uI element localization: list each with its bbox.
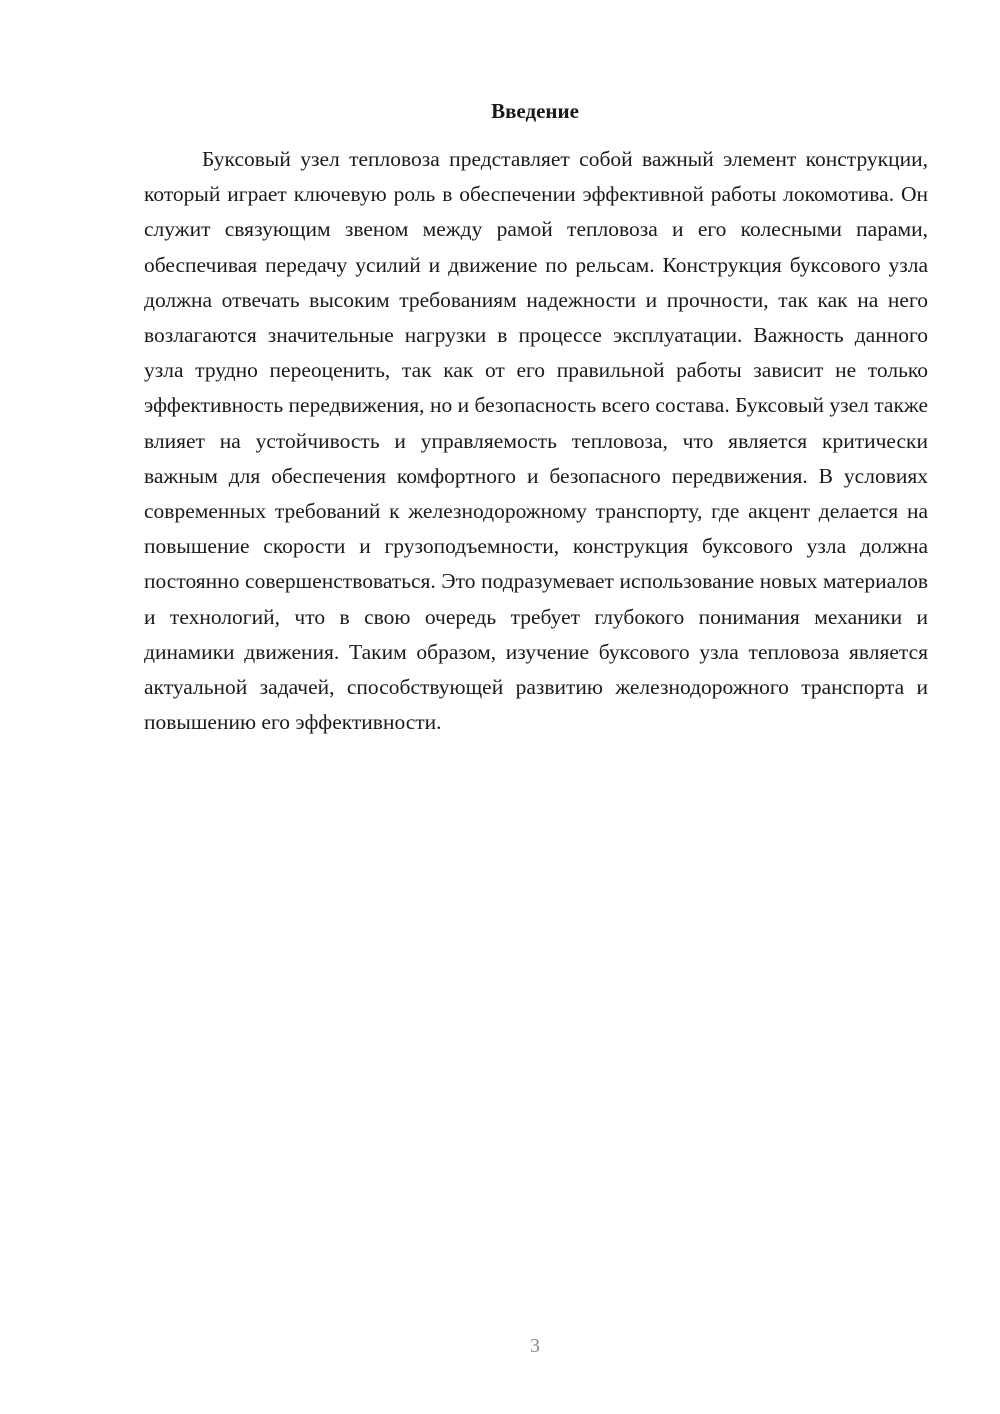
- section-heading: Введение: [491, 99, 579, 123]
- body-paragraph: Буксовый узел тепловоза представляет собой важный элемент конструкции, который играет ключевую роль в обеспечении эффективной работы локомотива. Он служит связующим звеном между рамой тепловоза и его колесными парами, обеспечивая передачу усилий и движение по рельсам. Конструкция буксового узла должна отвечать высоким требованиям надежности и прочности, так как на него возлагаются значительные нагрузки в процессе эксплуатации. Важность данного узла трудно переоценить, так как от его правильной работы зависит не только эффективность передвижения, но и безопасность всего состава. Буксовый узел также влияет на устойчивость и управляемость тепловоза, что является критически важным для обеспечения комфортного и безопасного передвижения. В условиях современных требований к железнодорожному транспорту, где акцент делается на повышение скорости и грузоподъемности, конструкция буксового узла должна постоянно совершенствоваться. Это подразумевает использование новых материалов и технологий, что в свою очередь требует глубокого понимания механики и динамики движения. Таким образом, изучение буксового узла тепловоза является актуальной задачей, способствующей развитию железнодорожного транспорта и повышению его эффективности.: [144, 147, 928, 735]
- page-number: 3: [530, 1335, 540, 1357]
